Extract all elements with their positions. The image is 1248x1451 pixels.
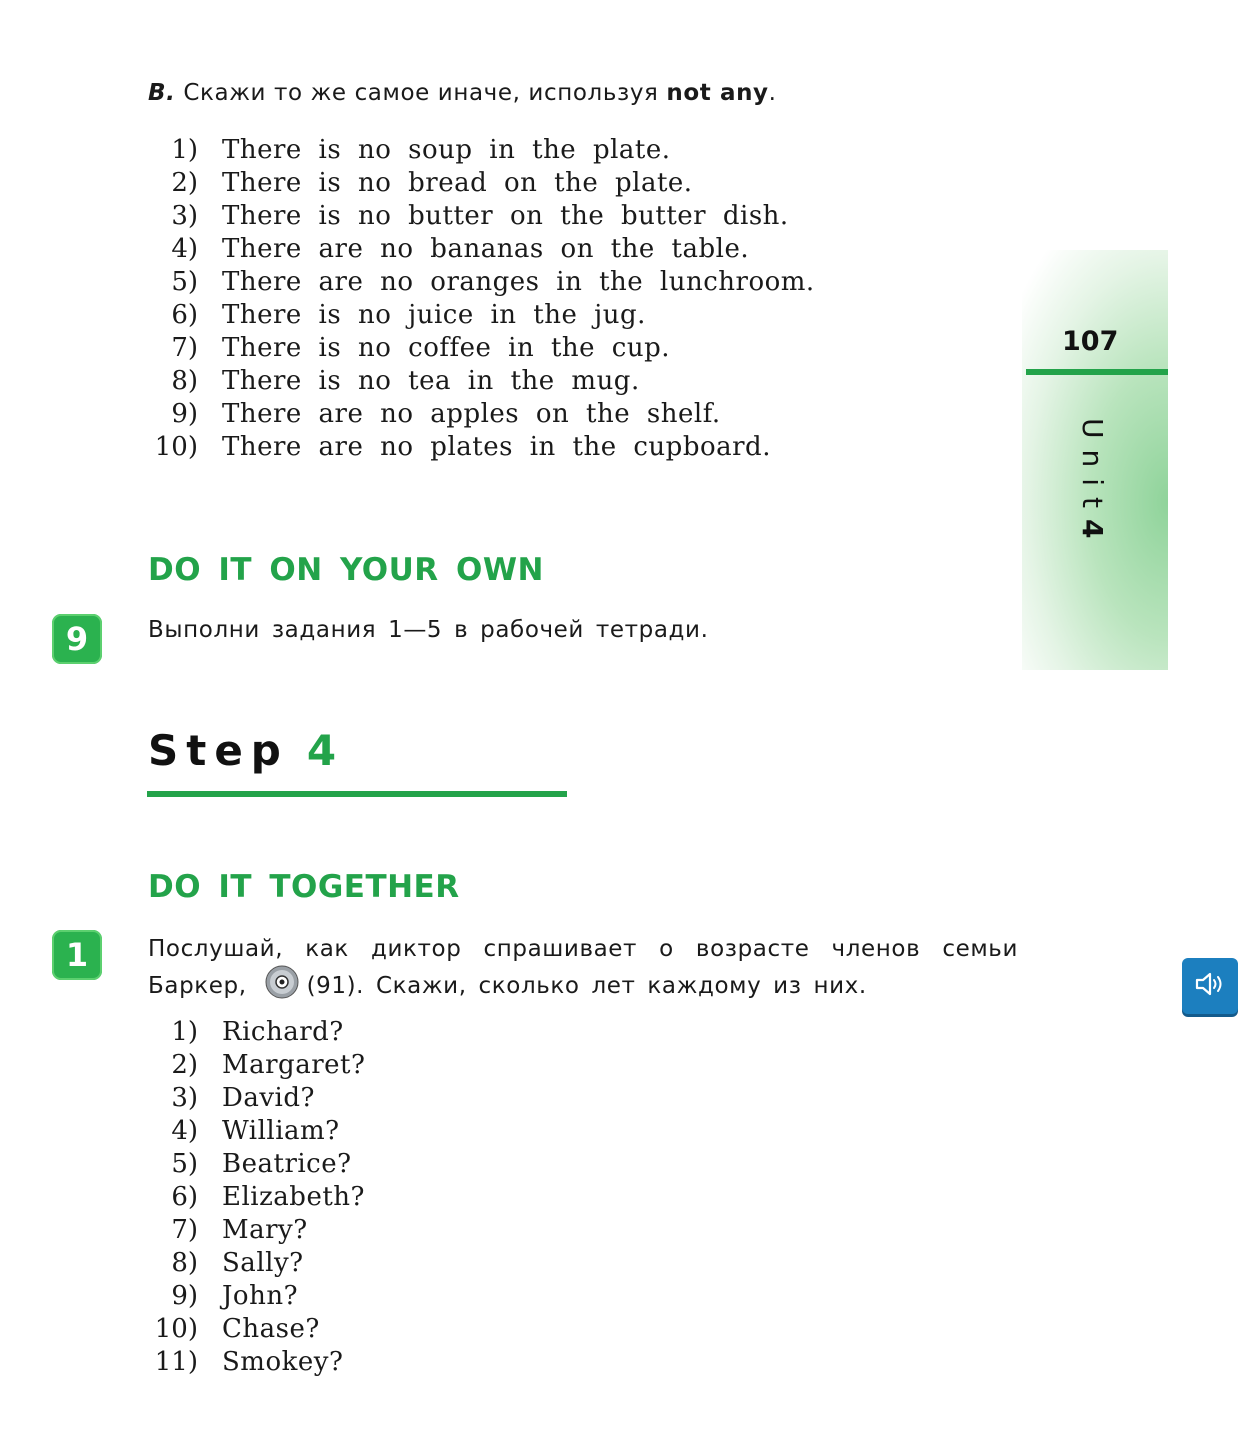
task-b-instruction	[148, 80, 777, 106]
item-text: There are no plates in the cupboard.	[222, 432, 771, 462]
item-number: 11)	[154, 1347, 198, 1377]
item-text: Margaret?	[222, 1050, 366, 1080]
task-b-period: .	[768, 80, 777, 106]
page-number-rule	[1026, 369, 1168, 375]
exercise-number-badge: 1	[52, 930, 102, 980]
item-number: 9)	[171, 1281, 198, 1311]
list-item	[148, 1148, 365, 1181]
speaker-icon	[1193, 969, 1227, 1003]
step-word: Step	[148, 726, 289, 775]
item-text: There is no tea in the mug.	[222, 366, 640, 396]
list-item	[148, 1049, 365, 1082]
list-item	[148, 1181, 365, 1214]
cd-icon	[265, 965, 299, 1008]
play-audio-button[interactable]	[1182, 958, 1238, 1014]
item-number: 2)	[171, 1050, 198, 1080]
list-item	[148, 1016, 365, 1049]
item-text: Chase?	[222, 1314, 320, 1344]
unit-word: Unit	[1076, 418, 1109, 519]
item-text: Richard?	[222, 1017, 344, 1047]
task-b-text: Скажи то же самое иначе, используя	[175, 80, 667, 106]
list-item	[148, 365, 815, 398]
item-number: 8)	[171, 366, 198, 396]
item-number: 6)	[171, 300, 198, 330]
names-list	[148, 1016, 365, 1379]
item-text: William?	[222, 1116, 340, 1146]
list-item	[148, 1214, 365, 1247]
step-number: 4	[306, 726, 337, 775]
item-number: 5)	[171, 267, 198, 297]
item-number: 4)	[171, 234, 198, 264]
list-item	[148, 167, 815, 200]
item-number: 9)	[171, 399, 198, 429]
item-text: Mary?	[222, 1215, 308, 1245]
instruction-text-end: (91). Скажи, сколько лет каждому из них.	[306, 973, 867, 999]
item-number: 2)	[171, 168, 198, 198]
item-number: 10)	[154, 432, 198, 462]
item-number: 7)	[171, 1215, 198, 1245]
list-item	[148, 200, 815, 233]
item-number: 8)	[171, 1248, 198, 1278]
step-underline	[147, 791, 567, 797]
list-item	[148, 1247, 365, 1280]
item-number: 10)	[154, 1314, 198, 1344]
list-item	[148, 266, 815, 299]
list-item	[148, 1313, 365, 1346]
step-heading	[148, 726, 336, 775]
sentence-list	[148, 134, 815, 464]
item-text: There is no butter on the butter dish.	[222, 201, 789, 231]
task-b-label: B.	[148, 80, 176, 106]
item-text: Smokey?	[222, 1347, 344, 1377]
item-number: 5)	[171, 1149, 198, 1179]
exercise-number-badge: 9	[52, 614, 102, 664]
item-number: 4)	[171, 1116, 198, 1146]
list-item	[148, 1115, 365, 1148]
item-text: Beatrice?	[222, 1149, 352, 1179]
page-number: 107	[1062, 326, 1119, 357]
item-text: There are no bananas on the table.	[222, 234, 750, 264]
item-number: 3)	[171, 1083, 198, 1113]
list-item	[148, 1280, 365, 1313]
item-text: John?	[222, 1281, 299, 1311]
section-heading-together: DO IT TOGETHER	[148, 869, 460, 905]
list-item	[148, 431, 815, 464]
list-item	[148, 134, 815, 167]
unit-label	[1076, 418, 1109, 549]
item-number: 1)	[171, 1017, 198, 1047]
item-text: There is no soup in the plate.	[222, 135, 671, 165]
exercise-instruction: Выполни задания 1—5 в рабочей тетради.	[148, 617, 709, 643]
instruction-text-start: Послушай, как диктор спрашивает о возрасте членов семьи Баркер,	[148, 936, 1018, 999]
item-text: David?	[222, 1083, 315, 1113]
list-item	[148, 332, 815, 365]
section-heading-own: DO IT ON YOUR OWN	[148, 552, 544, 588]
item-number: 6)	[171, 1182, 198, 1212]
item-number: 7)	[171, 333, 198, 363]
item-text: There are no oranges in the lunchroom.	[222, 267, 815, 297]
exercise-instruction	[148, 934, 1018, 1008]
list-item	[148, 233, 815, 266]
unit-number: 4	[1076, 519, 1109, 550]
item-text: Sally?	[222, 1248, 304, 1278]
item-text: There is no juice in the jug.	[222, 300, 646, 330]
item-text: There is no bread on the plate.	[222, 168, 693, 198]
task-b-keyword: not any	[666, 80, 769, 106]
item-text: There are no apples on the shelf.	[222, 399, 721, 429]
item-number: 1)	[171, 135, 198, 165]
list-item	[148, 1346, 365, 1379]
list-item	[148, 1082, 365, 1115]
item-text: There is no coffee in the cup.	[222, 333, 671, 363]
item-text: Elizabeth?	[222, 1182, 365, 1212]
list-item	[148, 398, 815, 431]
list-item	[148, 299, 815, 332]
item-number: 3)	[171, 201, 198, 231]
